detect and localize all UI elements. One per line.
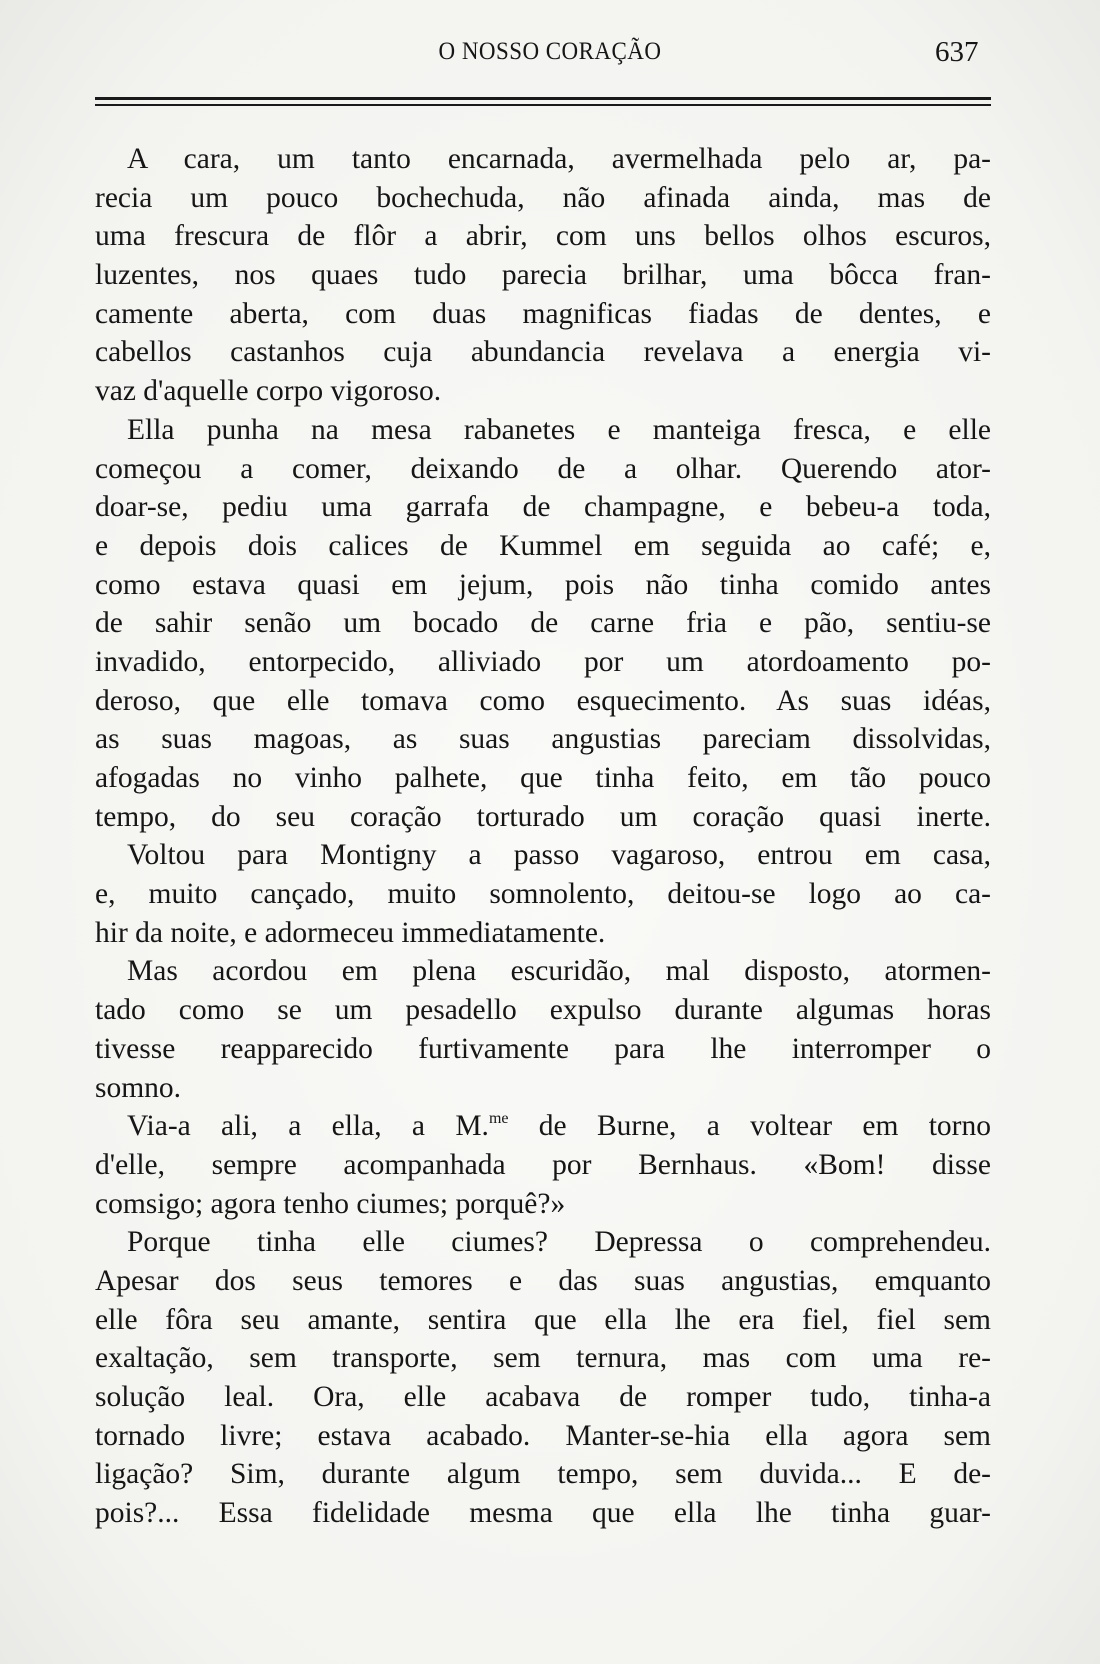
- text-line: solução leal. Ora, elle acabava de romper tudo, tinha-a: [95, 1381, 991, 1413]
- text-line: tado como se um pesadello expulso durante algumas horas: [95, 994, 991, 1027]
- text-line: tornado livre; estava acabado. Manter-se-hia ella agora sem: [95, 1419, 991, 1452]
- text-line: Mas acordou em plena escuridão, mal disposto, atormen-: [127, 955, 991, 988]
- text-line: e, muito cançado, muito somnolento, deitou-se logo ao ca-: [95, 878, 991, 911]
- text-line: Voltou para Montigny a passo vagaroso, entrou em casa,: [127, 839, 991, 872]
- text-line: elle fôra seu amante, sentira que ella lhe era fiel, fiel sem: [95, 1303, 991, 1336]
- body-text: [95, 140, 991, 1533]
- running-title: O NOSSO CORAÇÃO: [438, 38, 662, 65]
- text-line: invadido, entorpecido, alliviado por um atordoamento po-: [95, 645, 991, 678]
- text-line: Ella punha na mesa rabanetes e manteiga fresca, e elle: [127, 413, 991, 446]
- paragraph: [95, 836, 991, 952]
- text-line: d'elle, sempre acompanhada por Bernhaus. «Bom! disse: [95, 1148, 991, 1181]
- text-line: exaltação, sem transporte, sem ternura, mas com uma re-: [95, 1342, 991, 1375]
- text-line: e depois dois calices de Kummel em seguida ao café; e,: [95, 529, 991, 562]
- text-line: [95, 1107, 991, 1146]
- text-line: recia um pouco bochechuda, não afinada ainda, mas de: [95, 181, 991, 214]
- text-line: deroso, que elle tomava como esquecimento. As suas idéas,: [95, 684, 991, 717]
- paragraph: [95, 1223, 991, 1533]
- text-line: pois?... Essa fidelidade mesma que ella lhe tinha guar-: [95, 1497, 991, 1530]
- text-line: camente aberta, com duas magnificas fiadas de dentes, e: [95, 297, 991, 330]
- text-line: as suas magoas, as suas angustias pareciam dissolvidas,: [95, 723, 991, 756]
- text-line: A cara, um tanto encarnada, avermelhada pelo ar, pa-: [127, 143, 991, 175]
- text-line: cabellos castanhos cuja abundancia revelava a energia vi-: [95, 336, 991, 369]
- text-line: como estava quasi em jejum, pois não tinha comido antes: [95, 568, 991, 601]
- text-line: Porque tinha elle ciumes? Depressa o comprehendeu.: [127, 1226, 991, 1259]
- text-line: comsigo; agora tenho ciumes; porquê?»: [95, 1187, 566, 1220]
- text-line: doar-se, pediu uma garrafa de champagne, e bebeu-a toda,: [95, 491, 991, 524]
- text-line: vaz d'aquelle corpo vigoroso.: [95, 375, 442, 408]
- paragraph: [95, 411, 991, 837]
- text-line: tempo, do seu coração torturado um coração quasi inerte.: [95, 800, 991, 833]
- text-line: ligação? Sim, durante algum tempo, sem duvida... E de-: [95, 1458, 991, 1491]
- page-number: 637: [935, 36, 979, 68]
- text-line: hir da noite, e adormeceu immediatamente.: [95, 916, 606, 949]
- text-line: tivesse reapparecido furtivamente para lhe interromper o: [95, 1032, 991, 1065]
- text-line: afogadas no vinho palhete, que tinha feito, em tão pouco: [95, 762, 991, 794]
- text-line: de sahir senão um bocado de carne fria e pão, sentiu-se: [95, 607, 991, 640]
- text-line: começou a comer, deixando de a olhar. Querendo ator-: [95, 452, 991, 485]
- header-rule-thick: [95, 97, 991, 100]
- text-line: luzentes, nos quaes tudo parecia brilhar, uma bôcca fran-: [95, 259, 991, 292]
- paragraph: [95, 140, 991, 411]
- text-segment: Via-a ali, a ella, a M.: [127, 1110, 489, 1143]
- text-line: Apesar dos seus temores e das suas angustias, emquanto: [95, 1264, 991, 1297]
- header-rule-thin: [95, 104, 991, 106]
- text-line: uma frescura de flôr a abrir, com uns bellos olhos escuros,: [95, 220, 991, 253]
- paragraph: [95, 1107, 991, 1223]
- text-segment: de Burne, a voltear em torno: [508, 1110, 991, 1143]
- text-line: somno.: [95, 1071, 182, 1104]
- superscript: me: [488, 1110, 509, 1128]
- paragraph: [95, 952, 991, 1107]
